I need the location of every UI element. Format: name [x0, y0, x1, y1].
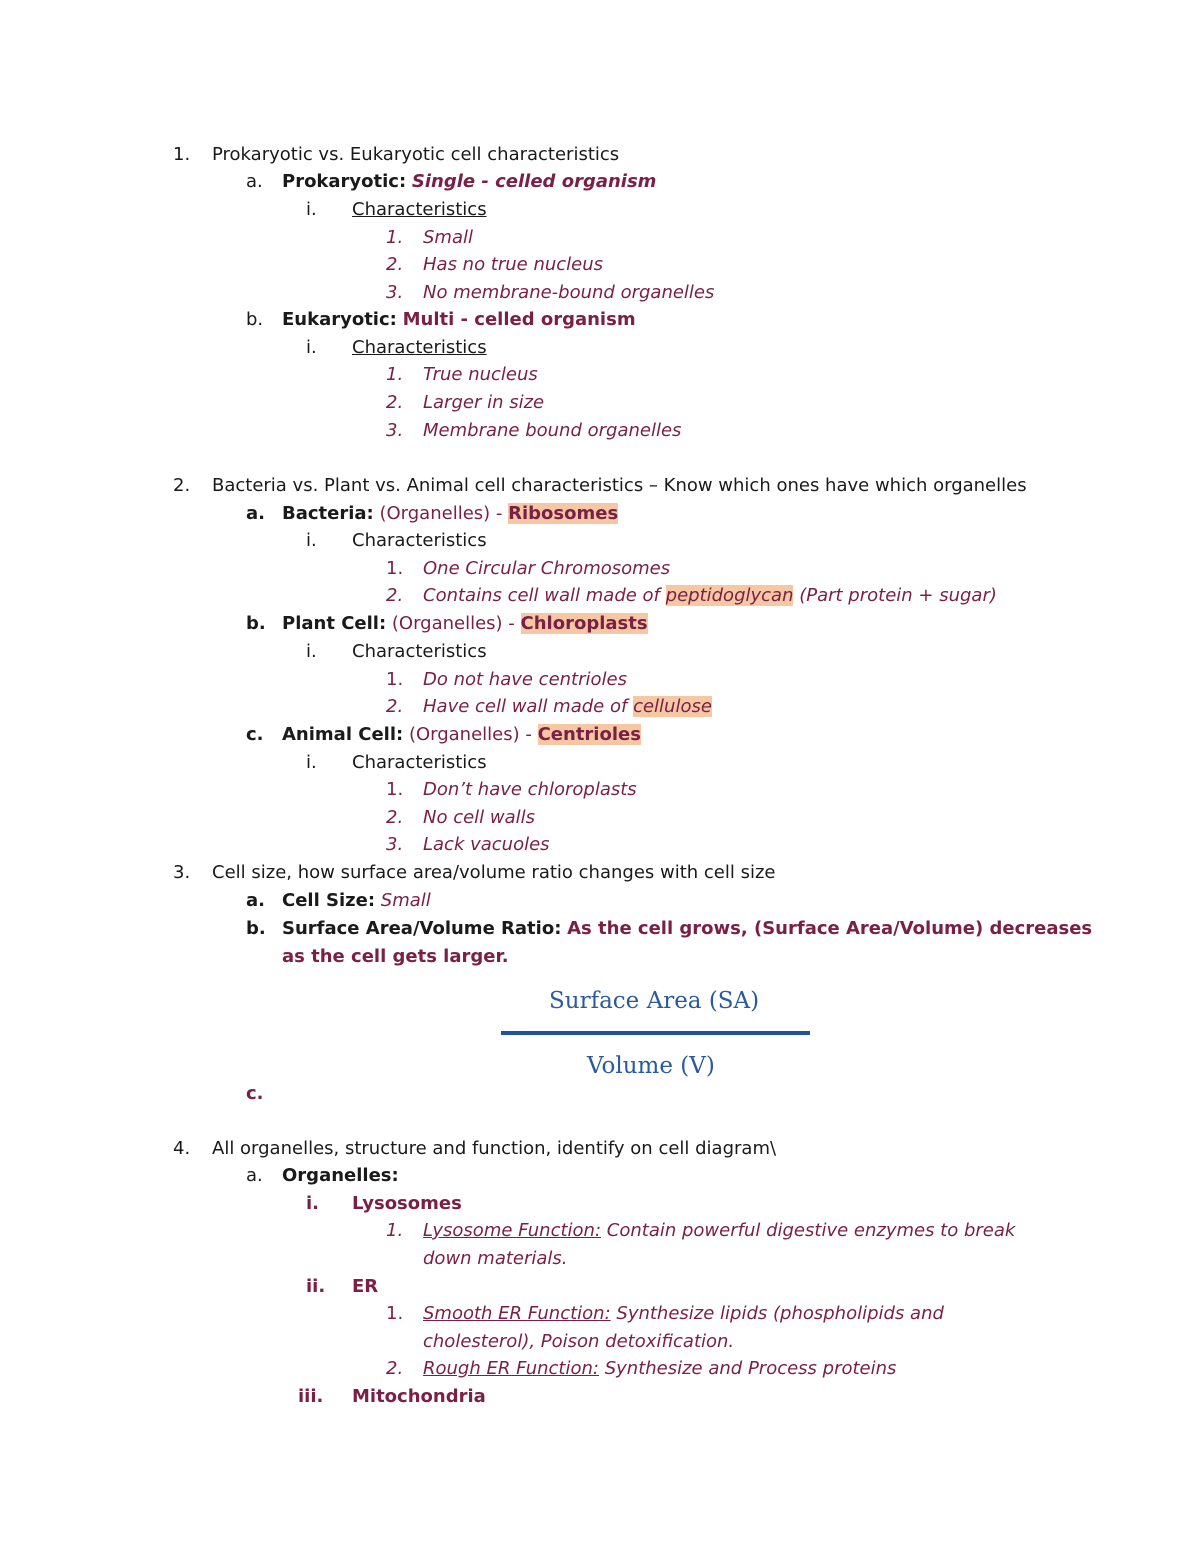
q2c-item-marker: 1.	[386, 779, 404, 800]
q1b-marker: b.	[246, 309, 264, 330]
q2b-item-marker: 1.	[386, 669, 404, 690]
q2a-item-marker: 2.	[386, 585, 404, 606]
prokaryotic-value: Single - celled organism	[411, 171, 657, 192]
organelles-label: Organelles:	[282, 1165, 399, 1186]
lysosome-function	[423, 1218, 1015, 1244]
q4a-marker: a.	[246, 1165, 263, 1186]
q1a-item: Has no true nucleus	[423, 254, 604, 275]
q2b-item2-pre: Have cell wall made of	[423, 696, 628, 717]
plant-organelles: (Organelles) -	[391, 613, 515, 634]
formula-denominator: Volume (V)	[587, 1053, 715, 1079]
animal-organelles: (Organelles) -	[408, 724, 532, 745]
q2a-sub-marker: i.	[306, 530, 317, 551]
q2a-item2-post: (Part protein + sugar)	[799, 585, 997, 606]
q2a-characteristics: Characteristics	[352, 530, 487, 551]
smooth-er-function	[423, 1301, 944, 1327]
q1b-item: Membrane bound organelles	[423, 420, 682, 441]
q1-number: 1.	[173, 144, 191, 165]
sa-volume-value-cont: as the cell gets larger.	[282, 946, 509, 967]
formula-numerator: Surface Area (SA)	[549, 988, 760, 1014]
q2b-sub-marker: i.	[306, 641, 317, 662]
q1b-sub-marker: i.	[306, 337, 317, 358]
cellulose-highlight: cellulose	[633, 696, 712, 717]
q1b-item-marker: 1.	[386, 364, 404, 385]
q2b-line	[282, 611, 648, 637]
q2b-characteristics: Characteristics	[352, 641, 487, 662]
q2c-item: No cell walls	[423, 807, 536, 828]
q3b-marker: b.	[246, 918, 266, 939]
q1a-item: No membrane-bound organelles	[423, 282, 715, 303]
rough-er-marker: 2.	[386, 1358, 404, 1379]
sa-volume-value: As the cell grows, (Surface Area/Volume) decreases	[567, 918, 1093, 939]
chloroplasts-highlight: Chloroplasts	[520, 613, 648, 634]
rough-er-text: Synthesize and Process proteins	[604, 1358, 897, 1379]
q2c-marker: c.	[246, 724, 264, 745]
er-marker: ii.	[306, 1276, 326, 1297]
q1a-line	[282, 169, 656, 195]
animal-cell-label: Animal Cell:	[282, 724, 404, 745]
q2b-item: Do not have centrioles	[423, 669, 627, 690]
q4-number: 4.	[173, 1138, 191, 1159]
mitochondria-label: Mitochondria	[352, 1386, 486, 1407]
q1b-item-marker: 2.	[386, 392, 404, 413]
q2c-item-marker: 2.	[386, 807, 404, 828]
q2-number: 2.	[173, 475, 191, 496]
q2c-line	[282, 722, 641, 748]
prokaryotic-label: Prokaryotic:	[282, 171, 407, 192]
q2b-marker: b.	[246, 613, 266, 634]
q1a-characteristics: Characteristics	[352, 199, 487, 220]
q1b-item: Larger in size	[423, 392, 545, 413]
q1b-item-marker: 3.	[386, 420, 404, 441]
cell-size-label: Cell Size:	[282, 890, 376, 911]
mitochondria-marker: iii.	[298, 1386, 324, 1407]
sa-volume-label: Surface Area/Volume Ratio:	[282, 918, 562, 939]
q2a-marker: a.	[246, 503, 265, 524]
q1b-characteristics: Characteristics	[352, 337, 487, 358]
q1b-item: True nucleus	[423, 364, 538, 385]
q1a-item-marker: 3.	[386, 282, 404, 303]
q3b-line	[282, 916, 1092, 942]
q1a-item-marker: 1.	[386, 227, 404, 248]
lysosome-function-text: Contain powerful digestive enzymes to break	[606, 1220, 1016, 1241]
q2c-characteristics: Characteristics	[352, 752, 487, 773]
q2c-item-marker: 3.	[386, 834, 404, 855]
q1b-line	[282, 307, 636, 333]
q2c-item: Lack vacuoles	[423, 834, 550, 855]
smooth-er-text: Synthesize lipids (phospholipids and	[616, 1303, 944, 1324]
smooth-er-function-cont: cholesterol), Poison detoxification.	[423, 1331, 735, 1352]
q3a-marker: a.	[246, 890, 265, 911]
lysosome-function-title: Lysosome Function:	[423, 1220, 602, 1241]
q1a-sub-marker: i.	[306, 199, 317, 220]
cell-size-value: Small	[380, 890, 431, 911]
formula-fraction-bar	[501, 1031, 810, 1035]
q1a-marker: a.	[246, 171, 263, 192]
lysosome-function-marker: 1.	[386, 1220, 404, 1241]
q2a-item-marker: 1.	[386, 558, 404, 579]
er-label: ER	[352, 1276, 379, 1297]
bacteria-label: Bacteria:	[282, 503, 374, 524]
q1a-item: Small	[423, 227, 473, 248]
q2a-item: One Circular Chromosomes	[423, 558, 671, 579]
q3-number: 3.	[173, 862, 191, 883]
q2c-sub-marker: i.	[306, 752, 317, 773]
q2b-item	[423, 694, 712, 720]
centrioles-highlight: Centrioles	[537, 724, 641, 745]
q2a-line	[282, 501, 618, 527]
smooth-er-marker: 1.	[386, 1303, 404, 1324]
rough-er-title: Rough ER Function:	[423, 1358, 599, 1379]
lysosomes-marker: i.	[306, 1193, 320, 1214]
ribosomes-highlight: Ribosomes	[508, 503, 619, 524]
peptidoglycan-highlight: peptidoglycan	[665, 585, 794, 606]
plant-cell-label: Plant Cell:	[282, 613, 387, 634]
lysosomes-label: Lysosomes	[352, 1193, 462, 1214]
q3a-line	[282, 888, 431, 914]
q2b-item-marker: 2.	[386, 696, 404, 717]
smooth-er-title: Smooth ER Function:	[423, 1303, 611, 1324]
eukaryotic-value: Multi - celled organism	[402, 309, 636, 330]
q2a-item2-pre: Contains cell wall made of	[423, 585, 660, 606]
q2c-item: Don’t have chloroplasts	[423, 779, 637, 800]
q3c-marker: c.	[246, 1083, 264, 1104]
eukaryotic-label: Eukaryotic:	[282, 309, 397, 330]
q3-heading: Cell size, how surface area/volume ratio changes with cell size	[212, 862, 776, 883]
q1-heading: Prokaryotic vs. Eukaryotic cell characteristics	[212, 144, 620, 165]
bacteria-organelles: (Organelles) -	[379, 503, 503, 524]
q2a-item	[423, 583, 997, 609]
lysosome-function-cont: down materials.	[423, 1248, 568, 1269]
rough-er-function	[423, 1356, 896, 1382]
q2-heading: Bacteria vs. Plant vs. Animal cell characteristics – Know which ones have which organelles	[212, 475, 1027, 496]
q4-heading: All organelles, structure and function, identify on cell diagram\	[212, 1138, 777, 1159]
q1a-item-marker: 2.	[386, 254, 404, 275]
